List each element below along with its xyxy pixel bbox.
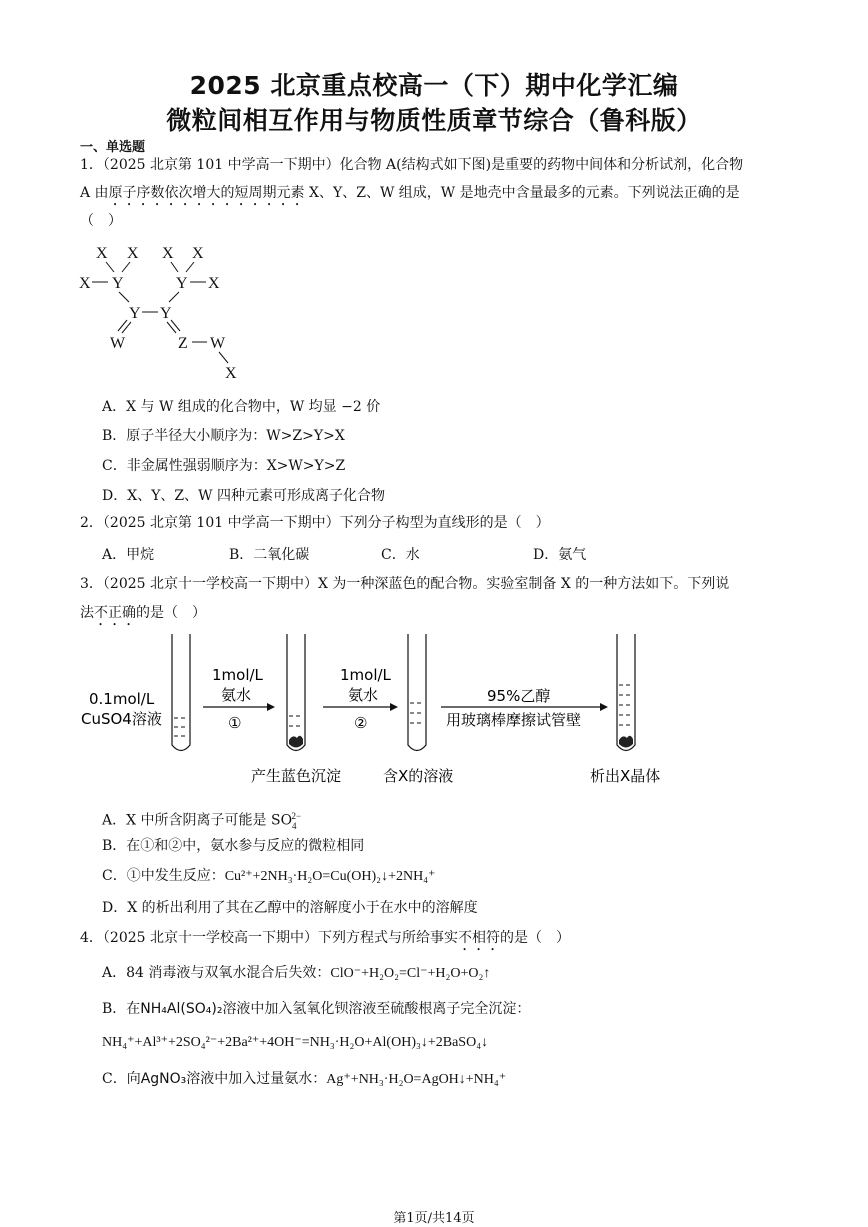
- q4-option-b: [102, 999, 530, 1019]
- q1-structure-diagram: [72, 238, 252, 386]
- q2-option-c: C．水: [381, 547, 420, 563]
- q3-stem-line1: 3．（2025 北京十一学校高一下期中）X 为一种深蓝色的配合物。实验室制备 X 的一种方法如下。下列说: [80, 576, 730, 592]
- q4-option-b-pre: B．在: [102, 1001, 141, 1017]
- page-footer: 第1页/共14页: [393, 1211, 475, 1226]
- q2-stem: 2．（2025 北京第 101 中学高一下期中）下列分子构型为直线形的是（ ）: [80, 515, 550, 531]
- q1-stem-line1: 1．（2025 北京第 101 中学高一下期中）化合物 A(结构式如下图)是重要的药物中间体和分析试剂，化合物: [80, 157, 744, 173]
- test-tube-2: [287, 634, 305, 751]
- q3-line2-post: 的是（ ）: [136, 605, 206, 621]
- q4-option-c-equation: Ag⁺+NH₃·H₂O=AgOH↓+NH₄⁺: [326, 1072, 507, 1087]
- q1-line2-pre: A 由: [80, 185, 109, 201]
- atom-y3: Y: [129, 305, 141, 322]
- q4-stem-pre: 4．（2025 北京十一学校高一下期中）下列方程式与所给事实: [80, 930, 458, 946]
- caption-crystal: 析出X晶体: [590, 767, 661, 785]
- q4-option-b-formula: NH₄Al(SO₄)₂: [140, 1001, 223, 1017]
- q1-stem-line3: （ ）: [80, 213, 122, 229]
- arrow3-top: 95%乙醇: [487, 687, 551, 705]
- q3-option-a-text: A．X 中所含阴离子可能是 SO: [102, 812, 293, 829]
- test-tube-3: [408, 634, 426, 751]
- arrow1-top2: 氨水: [221, 686, 252, 704]
- q3-experiment-diagram: [75, 628, 675, 788]
- test-tube-1: [172, 634, 190, 751]
- atom-x3: X: [162, 245, 174, 262]
- atom-y2: Y: [176, 275, 188, 292]
- q3-line2-emphasis: 不正确: [94, 605, 136, 621]
- atom-x1: X: [96, 245, 108, 262]
- q3-option-c-text: C．①中发生反应：: [102, 868, 225, 884]
- q4-option-a-equation: ClO⁻+H₂O₂=Cl⁻+H₂O+O₂↑: [330, 966, 491, 981]
- q3-option-b: B．在①和②中，氨水参与反应的微粒相同: [102, 838, 365, 854]
- q4-option-c: [102, 1069, 506, 1090]
- arrow3-bottom: 用玻璃棒摩擦试管壁: [446, 711, 582, 729]
- q1-option-c: C．非金属性强弱顺序为：X>W>Y>Z: [102, 458, 346, 474]
- q4-option-c-pre: C．向: [102, 1071, 141, 1087]
- q1-line2-post: X、Y、Z、W 组成，W 是地壳中含量最多的元素。下列说法正确的是: [304, 185, 740, 201]
- q1-option-b: B．原子半径大小顺序为：W>Z>Y>X: [102, 428, 345, 444]
- atom-x7: X: [225, 365, 237, 382]
- q1-stem-line2: [80, 180, 740, 209]
- q3-option-a: A．X 中所含阴离子可能是 $SO_4^{2-}$: [102, 811, 302, 831]
- arrow2-top1: 1mol/L: [340, 666, 391, 684]
- precipitate-blob: [289, 736, 303, 748]
- atom-x6: X: [208, 275, 220, 292]
- q4-option-b-equation: NH₄⁺+Al³⁺+2SO₄²⁻+2Ba²⁺+4OH⁻=NH₃·H₂O+Al(OH)₃↓+2BaSO₄↓: [102, 1035, 489, 1050]
- arrow1-top1: 1mol/L: [212, 666, 263, 684]
- q4-option-c-post: 溶液中加入过量氨水：: [186, 1071, 327, 1087]
- section-heading: 一、单选题: [80, 140, 146, 155]
- q3-option-d: D．X 的析出利用了其在乙醇中的溶解度小于在水中的溶解度: [102, 900, 478, 916]
- q3-option-c: [102, 866, 435, 887]
- reagent-name-label: CuSO4溶液: [81, 710, 162, 728]
- atom-x4: X: [192, 245, 204, 262]
- atom-w2: W: [210, 335, 226, 352]
- arrow2-top2: 氨水: [348, 686, 379, 704]
- q1-line2-emphasis: 原子序数依次增大的短周期元素: [108, 185, 305, 201]
- q2-option-a: A．甲烷: [102, 547, 155, 563]
- caption-precipitate: 产生蓝色沉淀: [251, 767, 342, 785]
- page-subtitle: 微粒间相互作用与物质性质章节综合（鲁科版）: [166, 106, 702, 135]
- q1-option-d: D．X、Y、Z、W 四种元素可形成离子化合物: [102, 488, 385, 504]
- q4-option-c-formula: AgNO₃: [140, 1071, 187, 1087]
- test-tube-4: [617, 634, 635, 751]
- q4-option-b-post: 溶液中加入氢氧化钡溶液至硫酸根离子完全沉淀：: [222, 1001, 531, 1017]
- q4-option-a: [102, 963, 490, 984]
- crystal-blob: [619, 736, 633, 748]
- page-title: 2025 北京重点校高一（下）期中化学汇编: [189, 71, 679, 100]
- atom-x5: X: [79, 275, 91, 292]
- q3-stem-line2: [80, 600, 206, 629]
- q2-option-b: B．二氧化碳: [229, 547, 310, 563]
- q1-option-a: A．X 与 W 组成的化合物中，W 均显 −2 价: [102, 399, 381, 415]
- atom-w1: W: [110, 335, 126, 352]
- q3-line2-pre: 法: [80, 605, 94, 621]
- reagent-conc-label: 0.1mol/L: [89, 690, 155, 708]
- caption-solution: 含X的溶液: [383, 767, 454, 785]
- q4-option-a-text: A．84 消毒液与双氧水混合后失效：: [102, 965, 331, 981]
- q4-stem-post: 的是（ ）: [500, 930, 570, 946]
- atom-y4: Y: [160, 305, 172, 322]
- arrow1-bottom: ①: [228, 714, 242, 732]
- q2-option-d: D．氨气: [533, 547, 587, 563]
- q4-stem-emphasis: 不相符: [458, 930, 500, 946]
- atom-y1: Y: [112, 275, 124, 292]
- arrow2-bottom: ②: [354, 714, 368, 732]
- q4-stem: [80, 925, 570, 954]
- q3-option-c-equation: Cu²⁺+2NH₃·H₂O=Cu(OH)₂↓+2NH₄⁺: [224, 869, 436, 884]
- atom-z: Z: [178, 335, 188, 352]
- atom-x2: X: [127, 245, 139, 262]
